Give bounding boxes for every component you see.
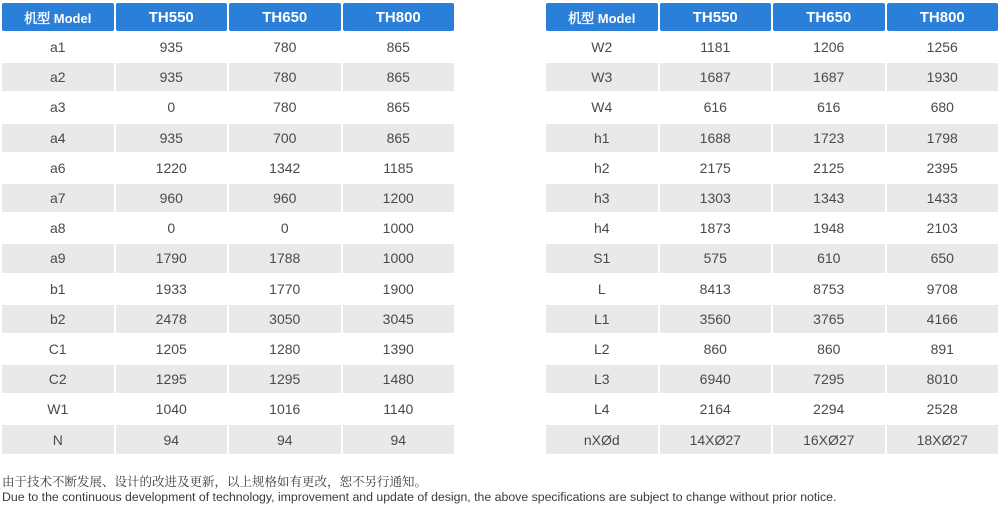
table-row bbox=[546, 154, 998, 182]
footnote-chinese: 由于技术不断发展、设计的改进及更新，以上规格如有更改，恕不另行通知。 bbox=[2, 475, 428, 489]
table-cell: 616 bbox=[660, 93, 772, 121]
row-label: L4 bbox=[546, 395, 658, 423]
table-cell: 1930 bbox=[887, 63, 999, 91]
table-row bbox=[2, 244, 454, 272]
table-body-left bbox=[2, 33, 454, 454]
table-cell: 616 bbox=[773, 93, 885, 121]
table-cell: 1280 bbox=[229, 335, 341, 363]
column-header-th550: TH550 bbox=[116, 3, 228, 31]
table-cell: 1016 bbox=[229, 395, 341, 423]
table-cell: 2175 bbox=[660, 154, 772, 182]
table-cell: 865 bbox=[343, 63, 455, 91]
table-cell: 1798 bbox=[887, 124, 999, 152]
table-cell: 2478 bbox=[116, 305, 228, 333]
row-label: a2 bbox=[2, 63, 114, 91]
model-header: 机型 Model bbox=[2, 3, 114, 31]
table-cell: 1933 bbox=[116, 275, 228, 303]
table-cell: 935 bbox=[116, 33, 228, 61]
table-cell: 1723 bbox=[773, 124, 885, 152]
table-cell: 935 bbox=[116, 124, 228, 152]
table-row bbox=[2, 214, 454, 242]
table-cell: 700 bbox=[229, 124, 341, 152]
table-row bbox=[546, 275, 998, 303]
table-row bbox=[546, 425, 998, 453]
spec-table-right bbox=[544, 1, 1000, 456]
table-cell: 960 bbox=[229, 184, 341, 212]
table-cell: 891 bbox=[887, 335, 999, 363]
table-row bbox=[546, 365, 998, 393]
table-cell: 1295 bbox=[229, 365, 341, 393]
row-label: a7 bbox=[2, 184, 114, 212]
table-cell: 1790 bbox=[116, 244, 228, 272]
table-cell: 1788 bbox=[229, 244, 341, 272]
table-row bbox=[2, 365, 454, 393]
table-row bbox=[546, 305, 998, 333]
table-cell: 1205 bbox=[116, 335, 228, 363]
row-label: b2 bbox=[2, 305, 114, 333]
row-label: b1 bbox=[2, 275, 114, 303]
table-row bbox=[546, 395, 998, 423]
table-row bbox=[2, 93, 454, 121]
table-cell: 8413 bbox=[660, 275, 772, 303]
column-header-th800: TH800 bbox=[887, 3, 999, 31]
row-label: h1 bbox=[546, 124, 658, 152]
table-cell: 1948 bbox=[773, 214, 885, 242]
table-row bbox=[2, 124, 454, 152]
table-cell: 0 bbox=[116, 214, 228, 242]
row-label: h3 bbox=[546, 184, 658, 212]
table-cell: 860 bbox=[773, 335, 885, 363]
column-header-th650: TH650 bbox=[229, 3, 341, 31]
table-cell: 610 bbox=[773, 244, 885, 272]
row-label: nXØd bbox=[546, 425, 658, 453]
row-label: L1 bbox=[546, 305, 658, 333]
table-cell: 1040 bbox=[116, 395, 228, 423]
row-label: W3 bbox=[546, 63, 658, 91]
table-row bbox=[546, 124, 998, 152]
table-row bbox=[546, 33, 998, 61]
table-cell: 94 bbox=[343, 425, 455, 453]
table-row bbox=[2, 425, 454, 453]
table-row bbox=[2, 63, 454, 91]
table-row bbox=[2, 275, 454, 303]
table-cell: 2164 bbox=[660, 395, 772, 423]
table-cell: 1343 bbox=[773, 184, 885, 212]
table-cell: 935 bbox=[116, 63, 228, 91]
table-cell: 780 bbox=[229, 63, 341, 91]
table-cell: 2294 bbox=[773, 395, 885, 423]
table-cell: 0 bbox=[229, 214, 341, 242]
row-label: h2 bbox=[546, 154, 658, 182]
table-cell: 865 bbox=[343, 93, 455, 121]
row-label: C1 bbox=[2, 335, 114, 363]
table-row bbox=[546, 93, 998, 121]
table-cell: 94 bbox=[229, 425, 341, 453]
row-label: a6 bbox=[2, 154, 114, 182]
table-cell: 1433 bbox=[887, 184, 999, 212]
row-label: a1 bbox=[2, 33, 114, 61]
row-label: W2 bbox=[546, 33, 658, 61]
table-cell: 8753 bbox=[773, 275, 885, 303]
table-cell: 780 bbox=[229, 33, 341, 61]
table-cell: 0 bbox=[116, 93, 228, 121]
table-cell: 8010 bbox=[887, 365, 999, 393]
table-cell: 1687 bbox=[660, 63, 772, 91]
table-cell: 2125 bbox=[773, 154, 885, 182]
row-label: a9 bbox=[2, 244, 114, 272]
table-cell: 960 bbox=[116, 184, 228, 212]
table-row bbox=[546, 63, 998, 91]
table-row bbox=[546, 214, 998, 242]
table-cell: 1873 bbox=[660, 214, 772, 242]
row-label: W4 bbox=[546, 93, 658, 121]
table-row bbox=[2, 305, 454, 333]
table-cell: 1185 bbox=[343, 154, 455, 182]
table-cell: 1000 bbox=[343, 244, 455, 272]
table-cell: 9708 bbox=[887, 275, 999, 303]
table-cell: 2395 bbox=[887, 154, 999, 182]
table-cell: 1900 bbox=[343, 275, 455, 303]
table-cell: 4166 bbox=[887, 305, 999, 333]
table-header-row bbox=[546, 3, 998, 31]
column-header-th800: TH800 bbox=[343, 3, 455, 31]
row-label: a4 bbox=[2, 124, 114, 152]
table-cell: 1200 bbox=[343, 184, 455, 212]
table-row bbox=[2, 184, 454, 212]
table-cell: 14XØ27 bbox=[660, 425, 772, 453]
model-header: 机型 Model bbox=[546, 3, 658, 31]
table-cell: 865 bbox=[343, 124, 455, 152]
table-cell: 680 bbox=[887, 93, 999, 121]
table-cell: 3560 bbox=[660, 305, 772, 333]
table-row bbox=[546, 184, 998, 212]
table-cell: 865 bbox=[343, 33, 455, 61]
table-row bbox=[2, 154, 454, 182]
table-cell: 1140 bbox=[343, 395, 455, 423]
table-cell: 575 bbox=[660, 244, 772, 272]
table-cell: 7295 bbox=[773, 365, 885, 393]
row-label: L3 bbox=[546, 365, 658, 393]
table-cell: 1303 bbox=[660, 184, 772, 212]
table-cell: 650 bbox=[887, 244, 999, 272]
table-cell: 1295 bbox=[116, 365, 228, 393]
table-row bbox=[2, 33, 454, 61]
table-cell: 860 bbox=[660, 335, 772, 363]
footnote-english: Due to the continuous development of technology, improvement and update of design, the above specifications are subject to change without prior notice. bbox=[2, 490, 837, 504]
table-cell: 780 bbox=[229, 93, 341, 121]
table-cell: 1181 bbox=[660, 33, 772, 61]
row-label: h4 bbox=[546, 214, 658, 242]
row-label: W1 bbox=[2, 395, 114, 423]
table-row bbox=[2, 395, 454, 423]
table-cell: 1480 bbox=[343, 365, 455, 393]
table-cell: 94 bbox=[116, 425, 228, 453]
row-label: N bbox=[2, 425, 114, 453]
table-header-row bbox=[2, 3, 454, 31]
column-header-th550: TH550 bbox=[660, 3, 772, 31]
table-cell: 1220 bbox=[116, 154, 228, 182]
row-label: L bbox=[546, 275, 658, 303]
table-cell: 2103 bbox=[887, 214, 999, 242]
spec-table-left bbox=[0, 1, 456, 456]
row-label: C2 bbox=[2, 365, 114, 393]
table-cell: 1206 bbox=[773, 33, 885, 61]
table-cell: 1256 bbox=[887, 33, 999, 61]
table-cell: 3765 bbox=[773, 305, 885, 333]
row-label: S1 bbox=[546, 244, 658, 272]
row-label: L2 bbox=[546, 335, 658, 363]
column-header-th650: TH650 bbox=[773, 3, 885, 31]
table-row bbox=[546, 335, 998, 363]
row-label: a3 bbox=[2, 93, 114, 121]
table-cell: 6940 bbox=[660, 365, 772, 393]
table-cell: 16XØ27 bbox=[773, 425, 885, 453]
table-cell: 1687 bbox=[773, 63, 885, 91]
table-body-right bbox=[546, 33, 998, 454]
table-cell: 1688 bbox=[660, 124, 772, 152]
table-cell: 3050 bbox=[229, 305, 341, 333]
table-cell: 2528 bbox=[887, 395, 999, 423]
table-row bbox=[546, 244, 998, 272]
table-cell: 1390 bbox=[343, 335, 455, 363]
row-label: a8 bbox=[2, 214, 114, 242]
table-cell: 3045 bbox=[343, 305, 455, 333]
table-row bbox=[2, 335, 454, 363]
table-cell: 18XØ27 bbox=[887, 425, 999, 453]
table-cell: 1000 bbox=[343, 214, 455, 242]
table-cell: 1342 bbox=[229, 154, 341, 182]
table-cell: 1770 bbox=[229, 275, 341, 303]
